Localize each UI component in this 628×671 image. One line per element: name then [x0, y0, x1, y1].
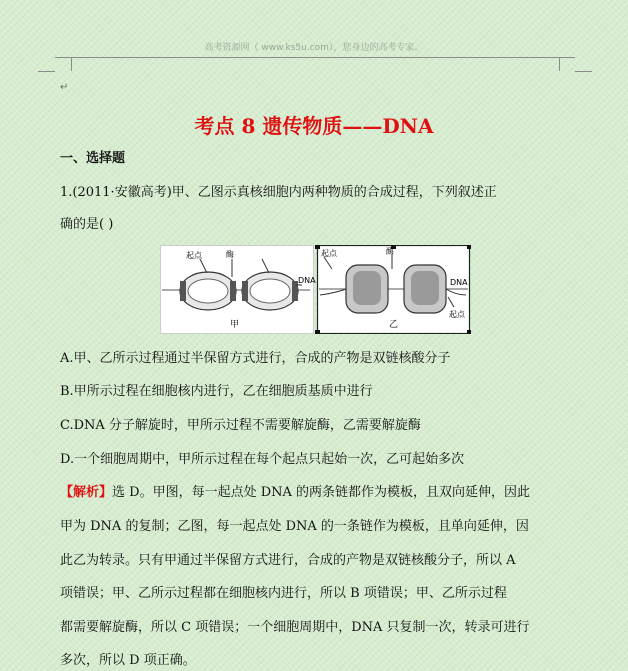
question-stem-line-2: 确的是( ) — [60, 217, 114, 232]
label-dna-jia: DNA — [298, 276, 316, 285]
option-a: A.甲、乙所示过程通过半保留方式进行，合成的产物是双链核酸分子 — [60, 351, 451, 366]
paragraph-mark: ↵ — [60, 82, 69, 93]
margin-tick-left — [38, 71, 55, 72]
analysis-line-3: 此乙为转录。只有甲通过半保留方式进行，合成的产物是双链核酸分子，所以 A — [60, 553, 516, 568]
margin-corner-left — [55, 57, 72, 71]
question-stem-line-1: 1.(2011·安徽高考)甲、乙图示真核细胞内两种物质的合成过程，下列叙述正 — [60, 185, 497, 200]
option-d: D.一个细胞周期中，甲所示过程在每个起点只起始一次，乙可起始多次 — [60, 452, 465, 467]
figure-panel-jia — [161, 246, 317, 334]
analysis-line-4: 项错误；甲、乙所示过程都在细胞核内进行，所以 B 项错误；甲、乙所示过程 — [60, 586, 507, 601]
analysis-line-1 — [60, 481, 530, 500]
header-rule — [55, 57, 575, 58]
analysis-line-2: 甲为 DNA 的复制；乙图，每一起点处 DNA 的一条链作为模板，且单向延伸，因 — [60, 519, 529, 534]
option-b: B.甲所示过程在细胞核内进行，乙在细胞质基质中进行 — [60, 384, 373, 399]
label-name-yi: 乙 — [389, 320, 399, 330]
label-enzyme-jia: 酶 — [226, 250, 234, 259]
analysis-label: 【解析】 — [60, 485, 113, 500]
analysis-text-1: 选 D。甲图，每一起点处 DNA 的两条链都作为模板，且双向延伸，因此 — [112, 485, 531, 500]
label-origin-jia: 起点 — [186, 251, 202, 260]
label-dna-yi: DNA — [450, 278, 468, 287]
dna-process-figure — [160, 245, 471, 334]
label-name-jia: 甲 — [230, 320, 240, 330]
figure-panel-yi — [315, 245, 471, 334]
margin-corner-right — [559, 57, 576, 71]
label-origin-top-yi: 起点 — [321, 249, 337, 258]
option-c: C.DNA 分子解旋时，甲所示过程不需要解旋酶，乙需要解旋酶 — [60, 418, 421, 433]
page-title: 考点 8 遗传物质——DNA — [194, 114, 434, 138]
label-enzyme-yi: 酶 — [386, 247, 394, 256]
analysis-line-5: 都需要解旋酶，所以 C 项错误；一个细胞周期中，DNA 只复制一次，转录可进行 — [60, 620, 530, 635]
section-heading: 一、选择题 — [60, 151, 126, 166]
analysis-line-6: 多次，所以 D 项正确。 — [60, 653, 196, 668]
label-origin-bottom-yi: 起点 — [449, 310, 465, 319]
header-site-text: 高考资源网（ www.ks5u.com），您身边的高考专家。 — [204, 43, 424, 53]
margin-tick-right — [575, 71, 592, 72]
